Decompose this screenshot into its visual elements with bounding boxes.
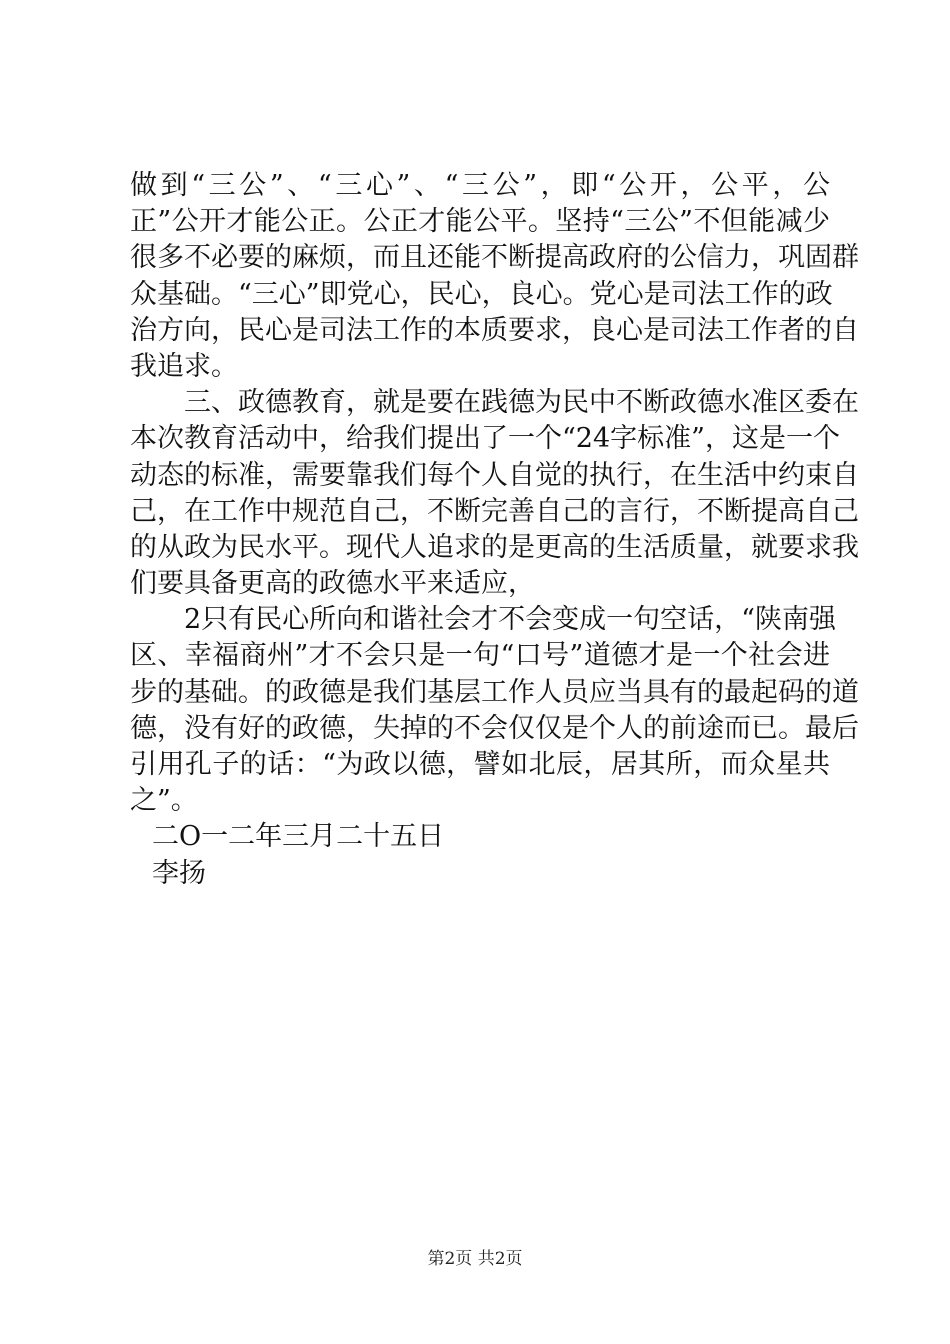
paragraph-2-line-6: 们要具备更高的政德水平来适应，: [130, 568, 535, 600]
paragraph-3-line-4: 德，没有好的政德，失掉的不会仅仅是个人的前途而已。最后: [130, 712, 859, 744]
page-number-label: 第2页 共2页: [427, 1249, 523, 1269]
paragraph-1-line-5: 治方向，民心是司法工作的本质要求，良心是司法工作者的自: [130, 314, 859, 346]
paragraph-2-line-2: 本次教育活动中，给我们提出了一个“24字标准”，这是一个: [130, 423, 840, 455]
paragraph-2-line-5: 的从政为民水平。现代人追求的是更高的生活质量，就要求我: [130, 531, 859, 563]
paragraph-3-line-1: 2只有民心所向和谐社会才不会变成一句空话，“陕南强: [184, 604, 836, 636]
paragraph-2-line-1: 三、政德教育，就是要在践德为民中不断政德水准区委在: [184, 387, 859, 419]
document-date: 二O一二年三月二十五日: [152, 821, 445, 853]
paragraph-1-line-6: 我追求。: [130, 350, 238, 382]
paragraph-3-line-6: 之”。: [130, 785, 198, 817]
paragraph-1-line-3: 很多不必要的麻烦，而且还能不断提高政府的公信力，巩固群: [130, 242, 859, 274]
paragraph-1-line-2: 正”公开才能公正。公正才能公平。坚持“三公”不但能减少: [130, 206, 830, 238]
paragraph-3-line-5: 引用孔子的话：“为政以德，譬如北辰，居其所，而众星共: [130, 749, 830, 780]
paragraph-1-line-4: 众基础。“三心”即党心，民心，良心。党心是司法工作的政: [130, 278, 833, 310]
document-author: 李扬: [152, 857, 206, 889]
paragraph-2-line-3: 动态的标准，需要靠我们每个人自觉的执行，在生活中约束自: [130, 459, 859, 491]
document-body: [130, 168, 859, 892]
page-footer: [0, 1244, 950, 1269]
paragraph-3-line-2: 区、幸福商州”才不会只是一句“口号”道德才是一个社会进: [130, 640, 830, 672]
paragraph-1-line-1: 做到“三公”、“三心”、“三公”，即“公开，公平，公: [130, 170, 830, 201]
paragraph-3-line-3: 步的基础。的政德是我们基层工作人员应当具有的最起码的道: [130, 676, 859, 708]
paragraph-2-line-4: 己，在工作中规范自己，不断完善自己的言行，不断提高自己: [130, 495, 859, 527]
